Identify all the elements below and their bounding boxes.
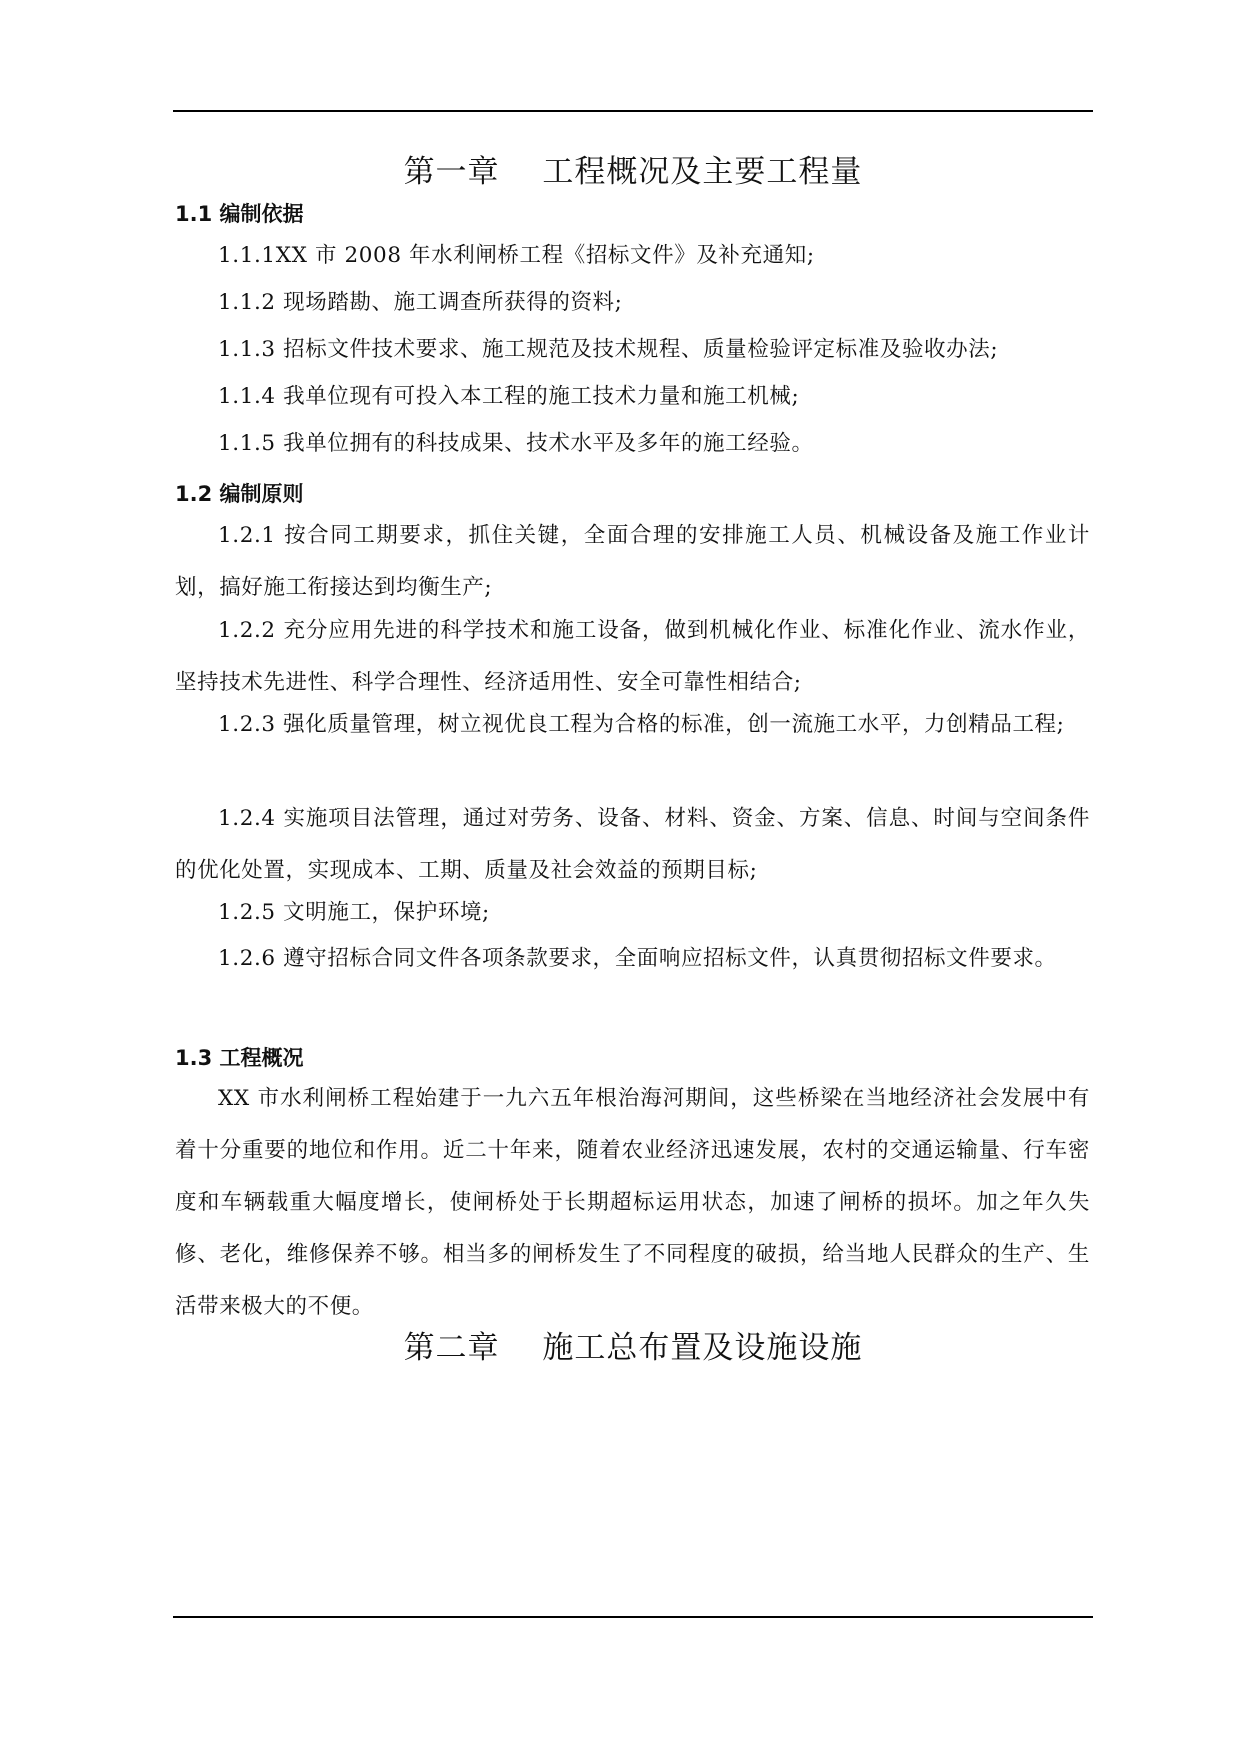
item-1-2-5: 1.2.5 文明施工，保护环境; (218, 900, 490, 925)
item-1-2-2: 1.2.2 充分应用先进的科学技术和施工设备，做到机械化作业、标准化作业、流水作业，坚持技术先进性、科学合理性、经济适用性、安全可靠性相结合; (175, 618, 1090, 695)
footer-rule (173, 1616, 1093, 1618)
item-1-1-3: 1.1.3 招标文件技术要求、施工规范及技术规程、质量检验评定标准及验收办法; (218, 337, 999, 362)
item-1-2-1: 1.2.1 按合同工期要求，抓住关键，全面合理的安排施工人员、机械设备及施工作业计划，搞好施工衔接达到均衡生产; (175, 523, 1090, 600)
section-1-3-heading: 1.3 工程概况 (175, 1046, 304, 1070)
item-1-2-4: 1.2.4 实施项目法管理，通过对劳务、设备、材料、资金、方案、信息、时间与空间条件的优化处置，实现成本、工期、质量及社会效益的预期目标; (175, 806, 1090, 883)
item-1-1-2: 1.1.2 现场踏勘、施工调查所获得的资料; (218, 290, 623, 315)
item-1-1-5: 1.1.5 我单位拥有的科技成果、技术水平及多年的施工经验。 (218, 431, 814, 456)
chapter-2-title: 第二章 施工总布置及设施设施 (403, 1330, 863, 1366)
chapter-1-title: 第一章 工程概况及主要工程量 (403, 154, 863, 190)
item-1-1-1: 1.1.1XX 市 2008 年水利闸桥工程《招标文件》及补充通知; (218, 243, 815, 268)
item-1-2-3: 1.2.3 强化质量管理，树立视优良工程为合格的标准，创一流施工水平，力创精品工程; (218, 712, 1065, 737)
header-rule (173, 110, 1093, 112)
project-overview-paragraph: XX 市水利闸桥工程始建于一九六五年根治海河期间，这些桥梁在当地经济社会发展中有着十分重要的地位和作用。近二十年来，随着农业经济迅速发展，农村的交通运输量、行车密度和车辆载重大幅度增长，使闸桥处于长期超标运用状态，加速了闸桥的损坏。加之年久失修、老化，维修保养不够。相当多的闸桥发生了不同程度的破损，给当地人民群众的生产、生活带来极大的不便。 (175, 1086, 1090, 1319)
item-1-2-6: 1.2.6 遵守招标合同文件各项条款要求，全面响应招标文件，认真贯彻招标文件要求。 (218, 946, 1057, 971)
section-1-2-heading: 1.2 编制原则 (175, 482, 304, 506)
item-1-1-4: 1.1.4 我单位现有可投入本工程的施工技术力量和施工机械; (218, 384, 800, 409)
section-1-1-heading: 1.1 编制依据 (175, 202, 304, 226)
